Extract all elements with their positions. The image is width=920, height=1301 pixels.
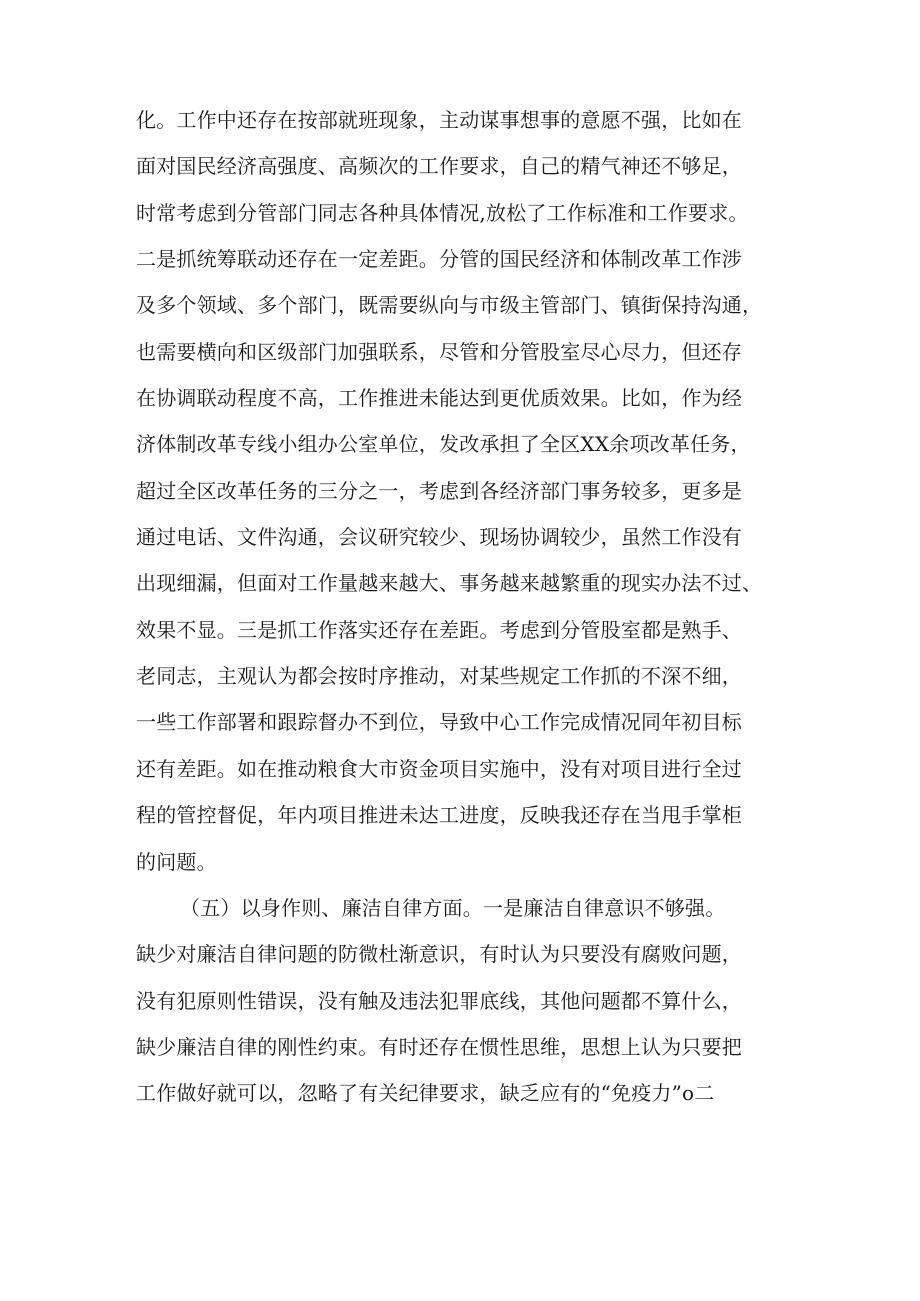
text-line-16: 程的管控督促，年内项目推进未达工进度，反映我还存在当甩手掌柜 (136, 803, 742, 828)
text-line-10: 通过电话、文件沟通，会议研究较少、现场协调较少，虽然工作没有 (136, 525, 742, 550)
text-line-19: 缺少对廉洁自律问题的防微杜渐意识，有时认为只要没有腐败问题， (136, 942, 742, 967)
text-line-3: 时常考虑到分管部门同志各种具体情况,放松了工作标准和工作要求。 (136, 200, 749, 225)
text-line-4: 二是抓统筹联动还存在一定差距。分管的国民经济和体制改革工作涉 (136, 247, 742, 272)
text-line-22: 工作做好就可以，忽略了有关纪律要求，缺乏应有的“免疫力”o二 (136, 1081, 715, 1106)
text-line-1: 化。工作中还存在按部就班现象，主动谋事想事的意愿不强，比如在 (136, 108, 742, 132)
text-line-13: 老同志，主观认为都会按时序推动，对某些规定工作抓的不深不细， (136, 664, 742, 689)
text-line-17: 的问题。 (136, 849, 217, 874)
section-five-heading-line: （五）以身作则、廉洁自律方面。一是廉洁自律意识不够强。 (180, 895, 726, 920)
text-line-2: 面对国民经济高强度、高频次的工作要求，自己的精气神还不够足， (136, 154, 742, 179)
text-line-6: 也需要横向和区级部门加强联系，尽管和分管股室尽心尽力，但还存 (136, 339, 742, 364)
text-line-20: 没有犯原则性错误，没有触及违法犯罪底线，其他问题都不算什么， (136, 988, 742, 1013)
text-line-5: 及多个领域、多个部门，既需要纵向与市级主管部门、镇街保持沟通， (136, 293, 763, 318)
text-line-15: 还有差距。如在推动粮食大市资金项目实施中，没有对项目进行全过 (136, 756, 742, 781)
text-line-9: 超过全区改革任务的三分之一，考虑到各经济部门事务较多，更多是 (136, 478, 742, 503)
text-line-14: 一些工作部署和跟踪督办不到位，导致中心工作完成情况同年初目标 (136, 710, 742, 735)
text-line-12: 效果不显。三是抓工作落实还存在差距。考虑到分管股室都是熟手、 (136, 617, 742, 642)
text-line-8: 济体制改革专线小组办公室单位，发改承担了全区XX余项改革任务， (136, 432, 751, 457)
text-line-11: 出现细漏，但面对工作量越来越大、事务越来越繁重的现实办法不过、 (136, 571, 763, 596)
text-line-7: 在协调联动程度不高，工作推进未能达到更优质效果。比如，作为经 (136, 386, 742, 411)
text-line-21: 缺少廉洁自律的刚性约束。有时还存在惯性思维，思想上认为只要把 (136, 1034, 742, 1059)
body-text (136, 108, 796, 1128)
